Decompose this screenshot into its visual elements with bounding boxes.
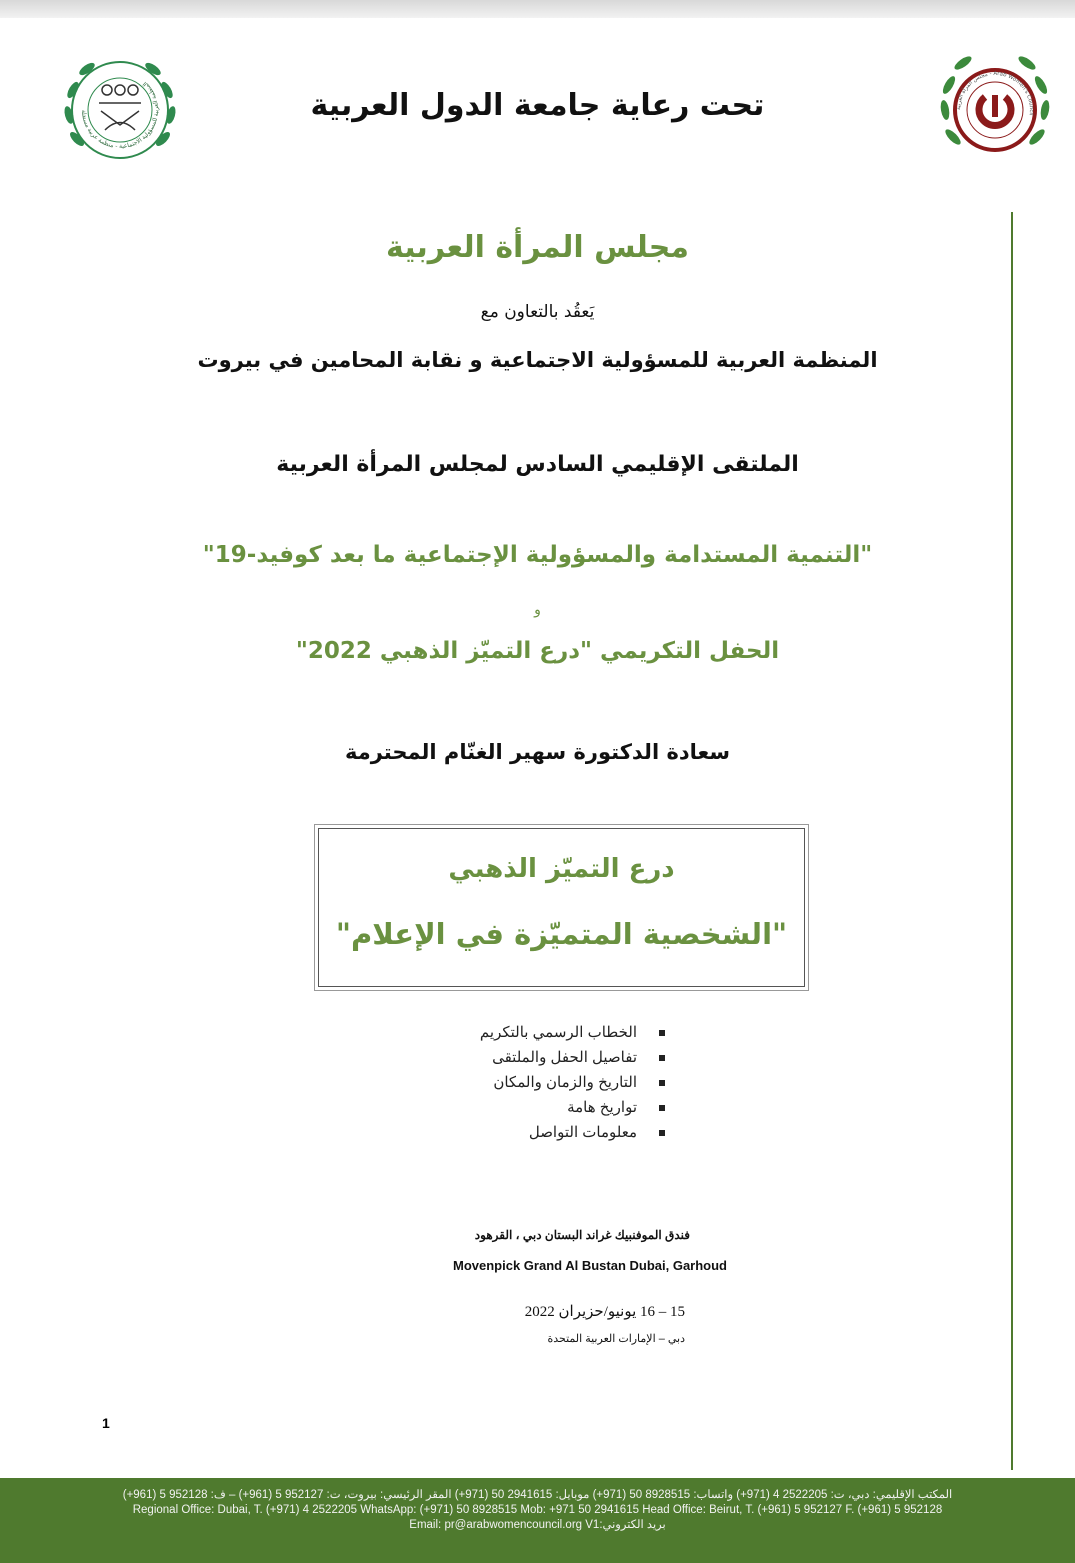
ceremony-title: الحفل التكريمي "درع التميّز الذهبي 2022" (295, 638, 780, 664)
right-border-line (1011, 212, 1013, 1470)
and-connector: و (534, 602, 541, 618)
organizer-title: مجلس المرأة العربية (386, 230, 689, 265)
footer-email-line: Email: pr@arabwomencouncil.org بريد الكتروني:V1 (409, 1519, 666, 1531)
cooperation-text: يَعقُد بالتعاون مع (480, 302, 595, 322)
left-logo-text: المنظمة العربية للمسؤولية الاجتماعية - منظمة عربية مستقلة (79, 79, 161, 151)
event-date: 15 – 16 يونيو/حزيران 2022 (524, 1304, 685, 1320)
list-item: التاريخ والزمان والمكان (420, 1070, 665, 1095)
patronage-title: تحت رعاية جامعة الدول العربية (310, 88, 765, 123)
email-link[interactable]: pr@arabwomencouncil.org (444, 1519, 583, 1531)
partners-text: المنظمة العربية للمسؤولية الاجتماعية و نقابة المحامين في بيروت (197, 348, 878, 372)
footer-arabic-contacts: المكتب الإقليمي: دبي، ت: 2522205 4 (971+) واتساب: 8928515 50 (971+) موبايل: 2941615 50 (971+) المقر الرئيسي: بيروت، ت: 952127 5 (961+) – ف: 952128 5 (961+) (122, 1489, 953, 1501)
footer-english-contacts: Regional Office: Dubai, T. (+971) 4 2522205 WhatsApp: (+971) 50 8928515 Mob: +971 50 2941615 Head Office: Beirut, T. (+961) 5 952127 F. (+961) 5 952128 (132, 1504, 943, 1516)
venue-english: Movenpick Grand Al Bustan Dubai, Garhoud (453, 1258, 727, 1273)
top-bar (0, 0, 1075, 18)
list-item: تفاصيل الحفل والملتقى (420, 1045, 665, 1070)
page-number: 1 (102, 1415, 110, 1431)
list-item: الخطاب الرسمي بالتكريم (420, 1020, 665, 1045)
list-item: تواريخ هامة (420, 1095, 665, 1120)
right-logo-text: مجلس المرأة العربية - Arab Women's Council (955, 70, 1035, 116)
honoree-name: سعادة الدكتورة سهير الغنّام المحترمة (344, 740, 731, 764)
forum-theme: "التنمية المستدامة والمسؤولية الإجتماعية ما بعد كوفيد-19" (202, 542, 873, 568)
award-category: "الشخصية المتميّزة في الإعلام" (335, 917, 788, 951)
contact-footer (0, 1478, 1075, 1563)
venue-arabic: فندق الموفنبيك غراند البستان دبي ، القرهود (474, 1228, 690, 1242)
forum-title: الملتقى الإقليمي السادس لمجلس المرأة العربية (276, 452, 799, 477)
award-title: درع التميّز الذهبي (448, 854, 675, 884)
event-city: دبي – الإمارات العربية المتحدة (547, 1333, 685, 1345)
contents-list (420, 1020, 665, 1145)
award-box (318, 828, 805, 987)
list-item: معلومات التواصل (420, 1120, 665, 1145)
